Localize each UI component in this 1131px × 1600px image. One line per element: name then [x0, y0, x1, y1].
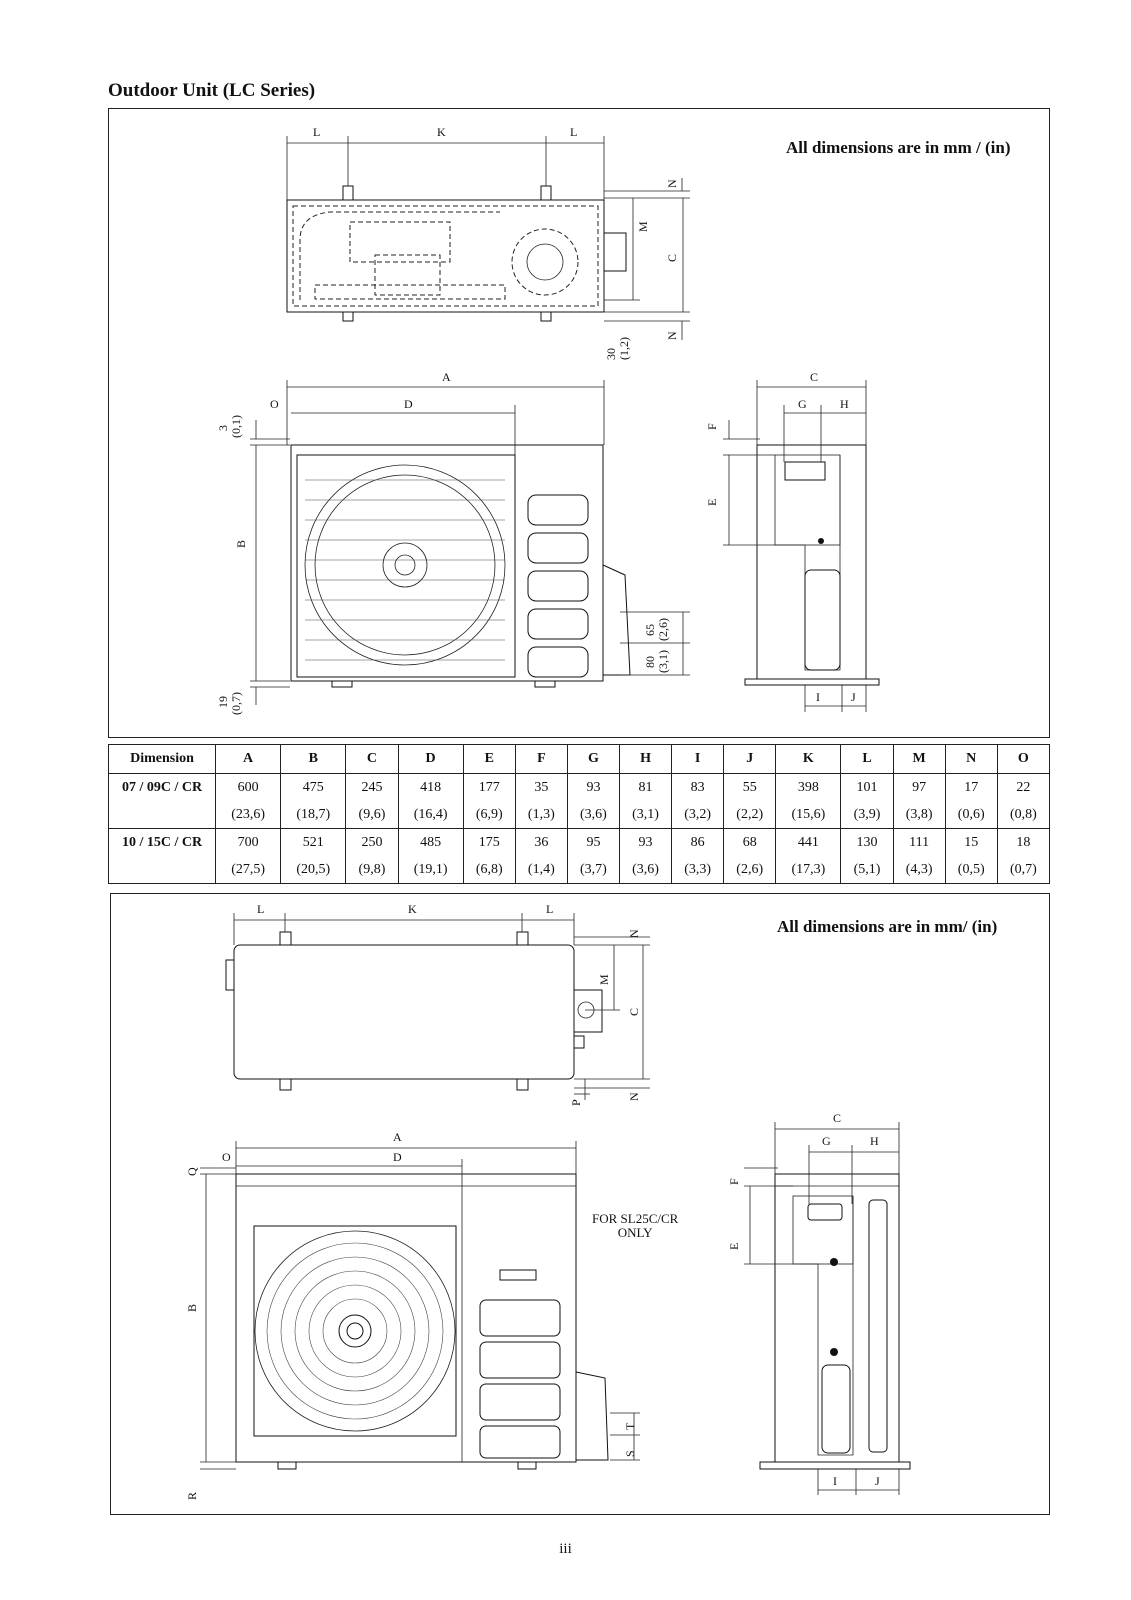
dim-label-o: O: [270, 397, 279, 411]
table-row: [109, 829, 1050, 857]
table-cell: 130: [841, 829, 893, 857]
table-cell: (0,7): [997, 856, 1049, 884]
table-cell: (9,8): [346, 856, 398, 884]
table-cell: 475: [281, 774, 346, 802]
header-cell: E: [463, 745, 515, 774]
dim-label-q-sl: Q: [185, 1167, 199, 1176]
table-row: [109, 801, 1050, 829]
table-cell: (19,1): [398, 856, 463, 884]
header-cell: O: [997, 745, 1049, 774]
dim-label-s-sl: S: [623, 1450, 637, 1457]
dim-label-19: 19: [216, 696, 230, 708]
header-cell: Dimension: [109, 745, 216, 774]
dim-label-o-sl: O: [222, 1150, 231, 1164]
table-cell: 95: [567, 829, 619, 857]
table-cell: (3,1): [619, 801, 671, 829]
dim-label-p-sl: P: [569, 1099, 583, 1106]
table-cell: (3,8): [893, 801, 945, 829]
dim-label-n-top: N: [665, 179, 679, 188]
table-cell: 93: [619, 829, 671, 857]
table-cell: (5,1): [841, 856, 893, 884]
dim-label-l-right: L: [570, 125, 578, 139]
table-cell: 68: [724, 829, 776, 857]
table-cell: (0,8): [997, 801, 1049, 829]
table-cell: (0,6): [945, 801, 997, 829]
dim-label-30: 30: [604, 348, 618, 360]
table-cell: 17: [945, 774, 997, 802]
header-cell: M: [893, 745, 945, 774]
table-cell: (3,6): [619, 856, 671, 884]
dim-label-k: K: [437, 125, 446, 139]
dim-label-j-sl: J: [875, 1474, 880, 1488]
dim-label-t-sl: T: [623, 1422, 637, 1430]
model-cell: 07 / 09C / CR: [109, 774, 216, 802]
table-cell: (2,6): [724, 856, 776, 884]
header-cell: K: [776, 745, 841, 774]
table-cell: 521: [281, 829, 346, 857]
header-cell: G: [567, 745, 619, 774]
table-cell: 111: [893, 829, 945, 857]
table-cell: 18: [997, 829, 1049, 857]
header-cell: F: [515, 745, 567, 774]
table-cell: (20,5): [281, 856, 346, 884]
table-cell: (3,9): [841, 801, 893, 829]
table-cell: (3,2): [672, 801, 724, 829]
dim-label-c-side-sl: C: [833, 1111, 842, 1125]
table-cell: 600: [216, 774, 281, 802]
table-cell: 177: [463, 774, 515, 802]
dim-label-l-left-sl: L: [257, 902, 265, 916]
model-cell: 10 / 15C / CR: [109, 829, 216, 857]
top-view-unit-lc: [287, 186, 626, 321]
table-cell: (15,6): [776, 801, 841, 829]
dim-label-a: A: [442, 370, 451, 384]
table-cell: (0,5): [945, 856, 997, 884]
header-cell: A: [216, 745, 281, 774]
model-cell-empty: [109, 856, 216, 884]
dim-label-b: B: [234, 539, 248, 548]
table-row: [109, 856, 1050, 884]
header-cell: H: [619, 745, 671, 774]
table-cell: (9,6): [346, 801, 398, 829]
table-cell: (17,3): [776, 856, 841, 884]
header-cell: N: [945, 745, 997, 774]
side-view-unit-lc: [745, 445, 879, 685]
dimension-unit-note: All dimensions are in mm / (in): [786, 138, 1011, 157]
header-cell: L: [841, 745, 893, 774]
dim-label-j: J: [851, 690, 856, 704]
table-cell: 441: [776, 829, 841, 857]
dim-label-3-inch: (0,1): [229, 415, 243, 438]
dim-label-30-inch: (1,2): [617, 337, 631, 360]
table-cell: 175: [463, 829, 515, 857]
header-cell: B: [281, 745, 346, 774]
dim-label-d: D: [404, 397, 413, 411]
front-view-unit-lc: [291, 445, 630, 687]
table-cell: 22: [997, 774, 1049, 802]
dimension-unit-note-sl: All dimensions are in mm/ (in): [777, 917, 998, 936]
table-cell: (4,3): [893, 856, 945, 884]
table-cell: (18,7): [281, 801, 346, 829]
dim-label-l-right-sl: L: [546, 902, 554, 916]
table-cell: 15: [945, 829, 997, 857]
table-cell: 485: [398, 829, 463, 857]
table-cell: (2,2): [724, 801, 776, 829]
table-cell: (23,6): [216, 801, 281, 829]
dim-label-n-bottom-sl: N: [627, 1092, 641, 1101]
table-cell: (1,3): [515, 801, 567, 829]
dim-label-f-sl: F: [727, 1178, 741, 1185]
dim-label-e-sl: E: [727, 1242, 741, 1250]
table-cell: 101: [841, 774, 893, 802]
dim-label-m: M: [636, 221, 650, 232]
table-cell: 97: [893, 774, 945, 802]
dim-label-3: 3: [216, 425, 230, 431]
dim-label-g: G: [798, 397, 807, 411]
dim-label-i-sl: I: [833, 1474, 837, 1488]
header-cell: J: [724, 745, 776, 774]
model-note: [592, 1212, 678, 1240]
model-note-line1: FOR SL25C/CR: [592, 1211, 679, 1226]
table-cell: (27,5): [216, 856, 281, 884]
dim-label-n-top-sl: N: [627, 929, 641, 938]
dim-label-a-sl: A: [393, 1130, 402, 1144]
dim-label-d-sl: D: [393, 1150, 402, 1164]
table-cell: 86: [672, 829, 724, 857]
table-cell: (6,9): [463, 801, 515, 829]
model-note-line2: ONLY: [617, 1225, 653, 1240]
dim-label-n-bottom: N: [665, 331, 679, 340]
dim-label-l-left: L: [313, 125, 321, 139]
dim-label-19-inch: (0,7): [229, 692, 243, 715]
dim-label-c-side: C: [810, 370, 819, 384]
drawing-frame-sl: [110, 893, 1050, 1515]
header-cell: D: [398, 745, 463, 774]
header-cell: C: [346, 745, 398, 774]
table-cell: 398: [776, 774, 841, 802]
page-title: Outdoor Unit (LC Series): [108, 80, 316, 101]
table-cell: 35: [515, 774, 567, 802]
dimension-table: [108, 744, 1050, 884]
header-cell: I: [672, 745, 724, 774]
dim-label-r-sl: R: [185, 1491, 199, 1500]
model-cell-empty: [109, 801, 216, 829]
table-cell: 83: [672, 774, 724, 802]
table-header-row: [109, 745, 1050, 774]
dim-label-c-top-sl: C: [627, 1007, 641, 1016]
page-number: iii: [559, 1541, 572, 1557]
dim-label-m-sl: M: [597, 974, 611, 985]
dim-label-e: E: [705, 498, 719, 506]
table-cell: 245: [346, 774, 398, 802]
dim-label-g-sl: G: [822, 1134, 831, 1148]
table-cell: (3,6): [567, 801, 619, 829]
dim-label-i: I: [816, 690, 820, 704]
table-cell: 250: [346, 829, 398, 857]
table-cell: 700: [216, 829, 281, 857]
dim-label-65: 65: [643, 624, 657, 636]
dim-label-b-sl: B: [185, 1303, 199, 1312]
table-cell: (3,3): [672, 856, 724, 884]
table-row: [109, 774, 1050, 802]
dim-label-k-sl: K: [408, 902, 417, 916]
table-cell: 418: [398, 774, 463, 802]
table-cell: 93: [567, 774, 619, 802]
dim-label-h: H: [840, 397, 849, 411]
table-cell: 81: [619, 774, 671, 802]
dim-label-80-inch: (3,1): [656, 650, 670, 673]
table-cell: (16,4): [398, 801, 463, 829]
dim-label-h-sl: H: [870, 1134, 879, 1148]
table-cell: (6,8): [463, 856, 515, 884]
table-cell: (3,7): [567, 856, 619, 884]
table-cell: 36: [515, 829, 567, 857]
dim-label-c-top: C: [665, 253, 679, 262]
dim-label-f: F: [705, 423, 719, 430]
table-cell: 55: [724, 774, 776, 802]
dim-label-65-inch: (2,6): [656, 618, 670, 641]
table-cell: (1,4): [515, 856, 567, 884]
dim-label-80: 80: [643, 656, 657, 668]
